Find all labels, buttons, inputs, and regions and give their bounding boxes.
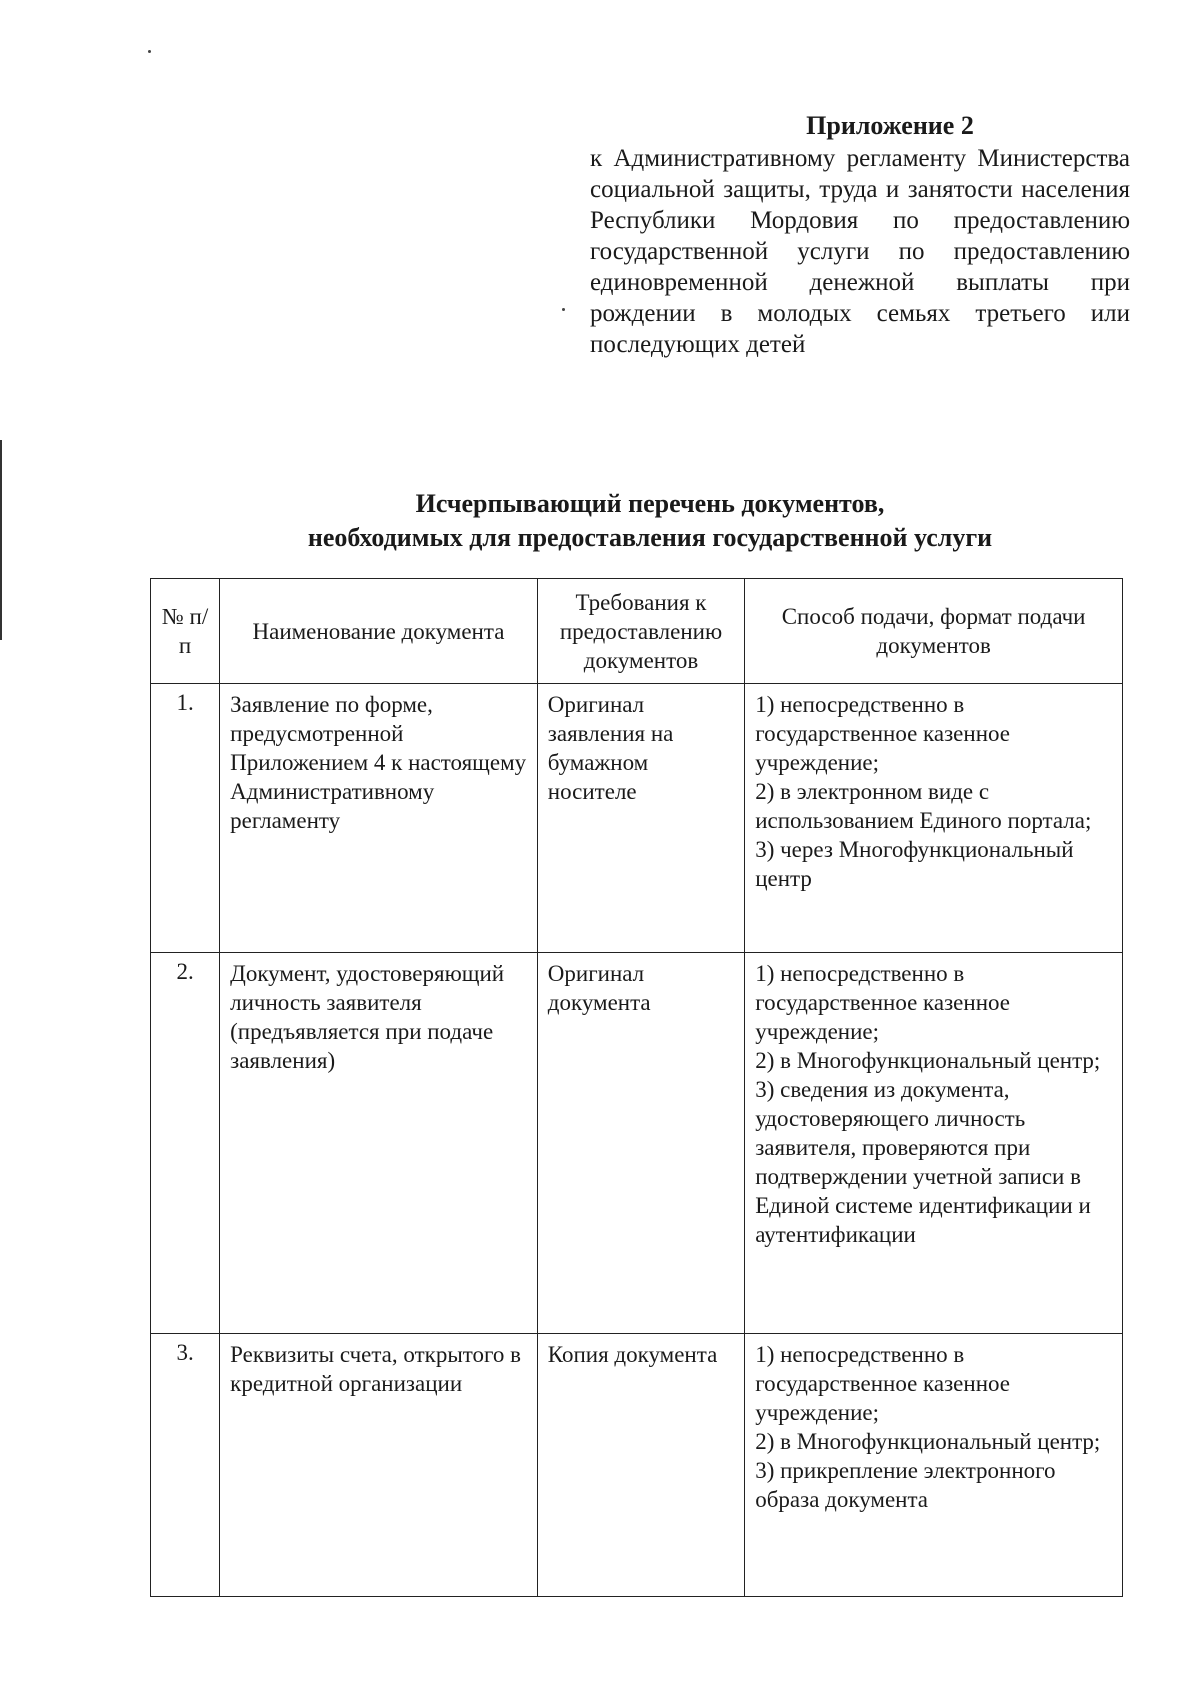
method-item: 1) непосредственно в государственное казенное учреждение; — [755, 961, 1010, 1044]
document-title — [150, 487, 1150, 555]
row-num: 1. — [151, 684, 220, 953]
row-num: 2. — [151, 953, 220, 1334]
method-item: 2) в Многофункциональный центр; — [755, 1048, 1101, 1073]
row-name: Заявление по форме, предусмотренной Приложением 4 к настоящему Административному регламенту — [220, 684, 538, 953]
appendix-text: к Административному регламенту Министерства социальной защиты, труда и занятости населения Республики Мордовия по предоставлению государственной услуги по предоставлению единовременной денежной выплаты при рождении в молодых семьях третьего или последующих детей — [590, 145, 1130, 358]
method-item: 1) непосредственно в государственное казенное учреждение; — [755, 692, 1010, 775]
row-method — [745, 1334, 1123, 1597]
table-row — [151, 953, 1123, 1334]
table-row — [151, 1334, 1123, 1597]
row-requirements: Оригинал заявления на бумажном носителе — [537, 684, 744, 953]
appendix-title: Приложение 2 — [806, 111, 974, 140]
header-name: Наименование документа — [220, 579, 538, 684]
method-item: 3) сведения из документа, удостоверяющего личность заявителя, проверяются при подтверждении учетной записи в Единой системе идентификации и аутентификации — [755, 1077, 1091, 1247]
row-method — [745, 953, 1123, 1334]
document-title-line-1: Исчерпывающий перечень документов, — [415, 489, 885, 518]
method-item: 1) непосредственно в государственное казенное учреждение; — [755, 1342, 1010, 1425]
method-item: 3) через Многофункциональный центр — [755, 837, 1074, 891]
method-item: 2) в Многофункциональный центр; — [755, 1429, 1101, 1454]
documents-table — [150, 578, 1123, 1597]
row-requirements: Оригинал документа — [537, 953, 744, 1334]
row-name: Документ, удостоверяющий личность заявителя (предъявляется при подаче заявления) — [220, 953, 538, 1334]
scan-edge-line — [0, 440, 2, 640]
header-num: № п/п — [151, 579, 220, 684]
scan-speck — [148, 50, 151, 53]
method-item: 3) прикрепление электронного образа документа — [755, 1458, 1056, 1512]
row-name: Реквизиты счета, открытого в кредитной организации — [220, 1334, 538, 1597]
method-item: 2) в электронном виде с использованием Единого портала; — [755, 779, 1092, 833]
row-num: 3. — [151, 1334, 220, 1597]
table-header-row — [151, 579, 1123, 684]
document-title-line-2: необходимых для предоставления государственной услуги — [307, 523, 993, 552]
row-method — [745, 684, 1123, 953]
header-method: Способ подачи, формат подачи документов — [745, 579, 1123, 684]
appendix-block — [590, 110, 1130, 360]
row-requirements: Копия документа — [537, 1334, 744, 1597]
header-requirements: Требования к предоставлению документов — [537, 579, 744, 684]
scan-speck — [562, 308, 565, 311]
table-row — [151, 684, 1123, 953]
